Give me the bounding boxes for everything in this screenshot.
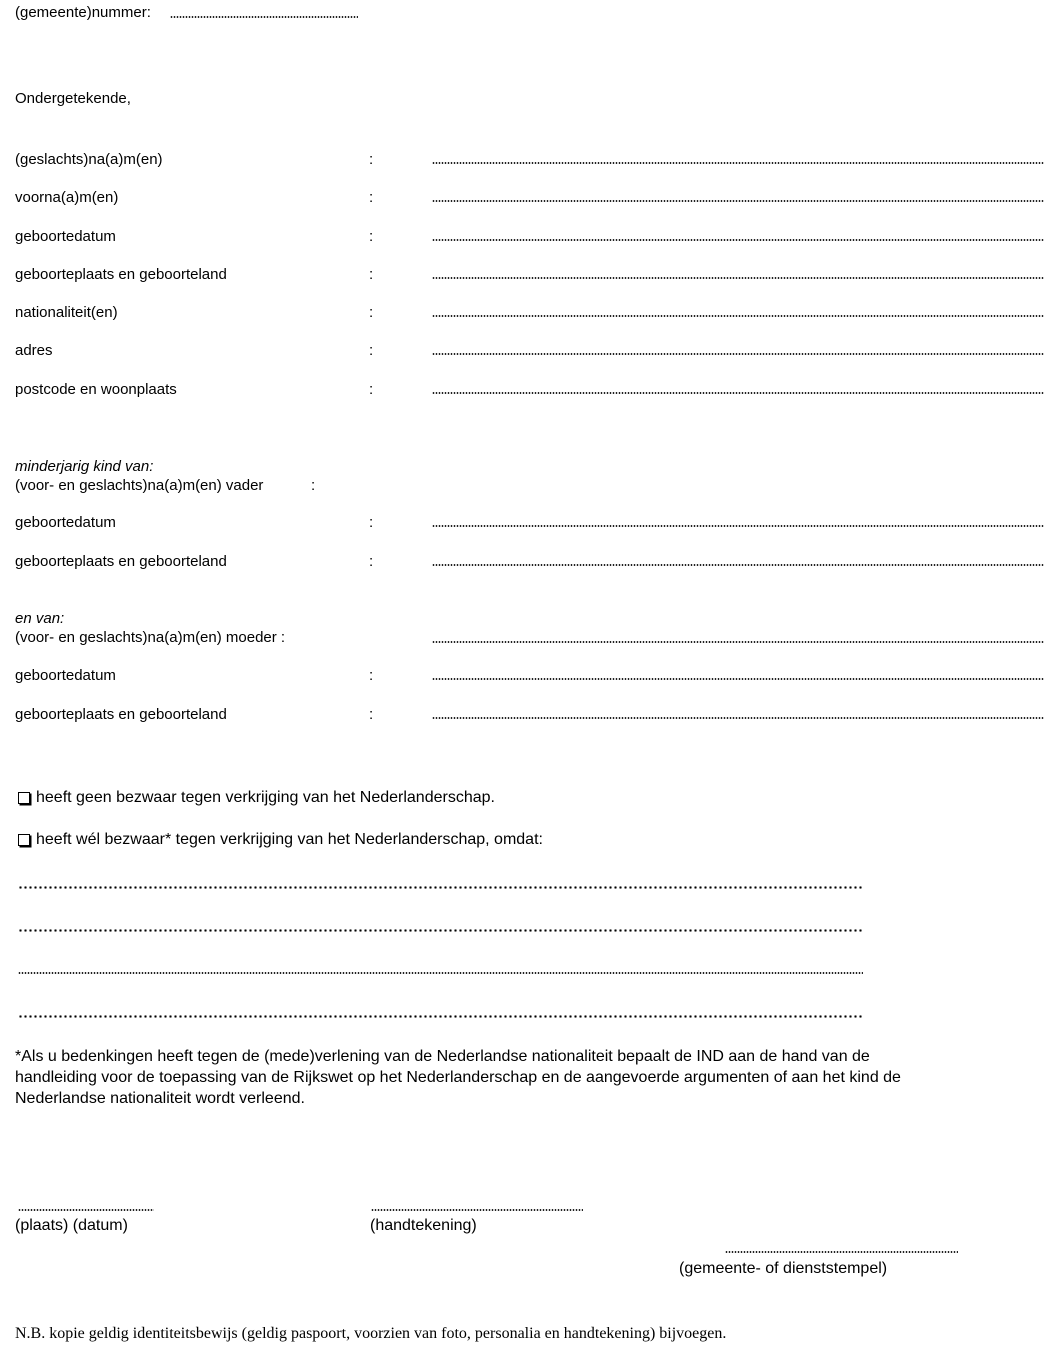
mother-birthdate-colon: :	[369, 667, 374, 684]
reason-line-4[interactable]	[18, 1015, 863, 1018]
mother-birthplace-field[interactable]	[432, 717, 1044, 719]
birthdate-field[interactable]	[432, 239, 1044, 241]
father-birthplace-label: geboorteplaats en geboorteland	[15, 553, 227, 570]
mother-heading: en van:	[15, 610, 65, 627]
surname-field[interactable]	[432, 162, 1044, 164]
reason-line-3[interactable]	[18, 972, 863, 974]
father-name-label: (voor- en geslachts)na(a)m(en) vader	[15, 477, 264, 494]
first-names-colon: :	[369, 189, 374, 206]
stamp-label: (gemeente- of dienststempel)	[679, 1260, 888, 1277]
mother-name-field[interactable]	[432, 641, 1044, 643]
mother-birthplace-colon: :	[369, 706, 374, 723]
attachment-note: N.B. kopie geldig identiteitsbewijs (geldig paspoort, voorzien van foto, personalia en handtekening) bijvoegen.	[15, 1325, 727, 1342]
nationality-colon: :	[369, 304, 374, 321]
father-birthdate-label: geboortedatum	[15, 514, 116, 531]
first-names-field[interactable]	[432, 200, 1044, 202]
father-birthplace-colon: :	[369, 553, 374, 570]
surname-label: (geslachts)na(a)m(en)	[15, 151, 163, 168]
undersigned-label: Ondergetekende,	[15, 90, 131, 107]
signature-label: (handtekening)	[370, 1217, 477, 1234]
municipality-number-field[interactable]	[170, 16, 358, 18]
address-field[interactable]	[432, 353, 1044, 355]
mother-birthdate-label: geboortedatum	[15, 667, 116, 684]
birthdate-colon: :	[369, 228, 374, 245]
reason-line-2[interactable]	[18, 929, 863, 932]
address-colon: :	[369, 342, 374, 359]
signature-field[interactable]	[371, 1209, 583, 1211]
postcode-field[interactable]	[432, 392, 1044, 394]
no-objection-label: heeft geen bezwaar tegen verkrijging van het Nederlanderschap.	[36, 789, 495, 806]
birthplace-label: geboorteplaats en geboorteland	[15, 266, 227, 283]
birthplace-colon: :	[369, 266, 374, 283]
father-birthplace-field[interactable]	[432, 564, 1044, 566]
objection-label: heeft wél bezwaar* tegen verkrijging van het Nederlanderschap, omdat:	[36, 831, 543, 848]
father-birthdate-colon: :	[369, 514, 374, 531]
nationality-field[interactable]	[432, 315, 1044, 317]
surname-colon: :	[369, 151, 374, 168]
objection-checkbox[interactable]	[18, 834, 30, 846]
no-objection-checkbox[interactable]	[18, 792, 30, 804]
postcode-label: postcode en woonplaats	[15, 381, 177, 398]
place-date-label: (plaats) (datum)	[15, 1217, 128, 1234]
reason-line-1[interactable]	[18, 886, 863, 889]
postcode-colon: :	[369, 381, 374, 398]
place-date-field[interactable]	[18, 1209, 154, 1211]
father-heading: minderjarig kind van:	[15, 458, 154, 475]
stamp-field[interactable]	[725, 1251, 958, 1253]
first-names-label: voorna(a)m(en)	[15, 189, 119, 206]
municipality-number-label: (gemeente)nummer:	[15, 4, 151, 21]
mother-name-label: (voor- en geslachts)na(a)m(en) moeder :	[15, 629, 286, 646]
father-name-colon: :	[311, 477, 316, 494]
mother-birthplace-label: geboorteplaats en geboorteland	[15, 706, 227, 723]
mother-birthdate-field[interactable]	[432, 678, 1044, 680]
father-birthdate-field[interactable]	[432, 525, 1044, 527]
address-label: adres	[15, 342, 53, 359]
nationality-label: nationaliteit(en)	[15, 304, 118, 321]
objection-footnote: *Als u bedenkingen heeft tegen de (mede)verlening van de Nederlandse nationaliteit bepaalt de IND aan de hand van de handleiding voor de toepassing van de Rijkswet op het Nederlanderschap en de aangevoerde argumenten of aan het kind de Nederlandse nationaliteit wordt verleend.	[15, 1048, 901, 1107]
birthdate-label: geboortedatum	[15, 228, 116, 245]
birthplace-field[interactable]	[432, 277, 1044, 279]
